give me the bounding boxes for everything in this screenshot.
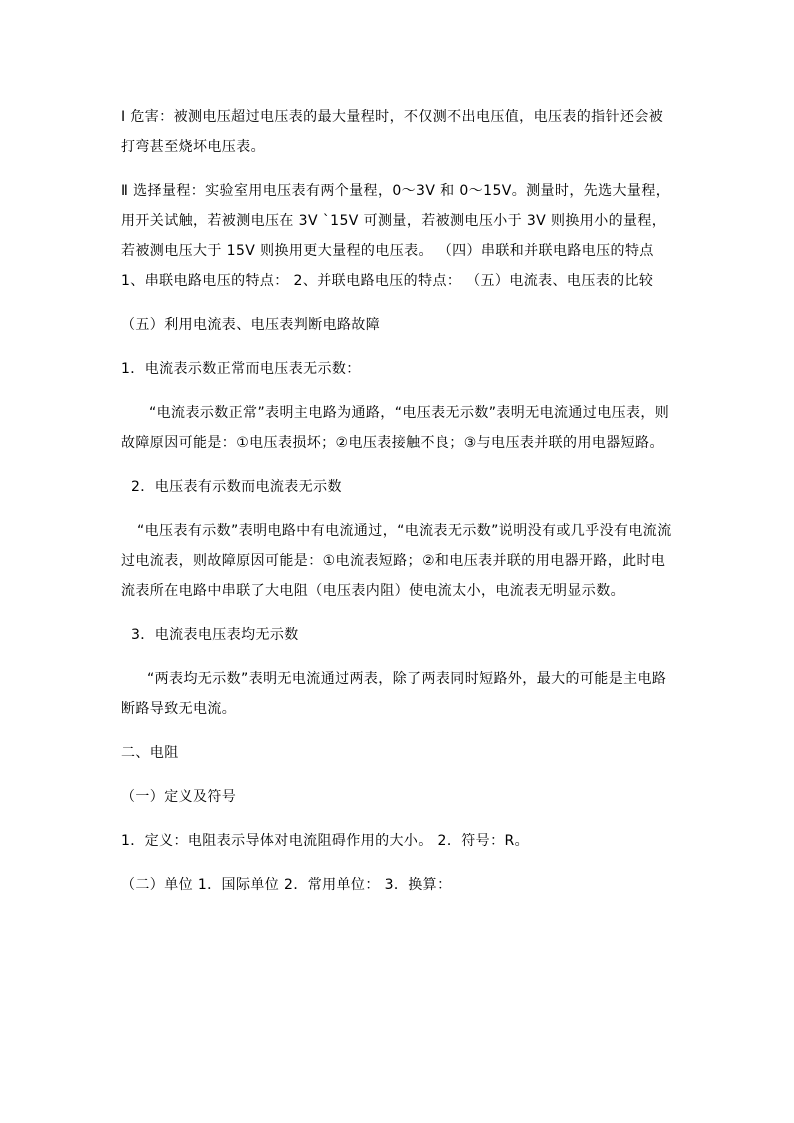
paragraph-hazard: Ⅰ 危害：被测电压超过电压表的最大量程时，不仅测不出电压值，电压表的指针还会被打弯甚至烧坏电压表。 [121,109,664,155]
document-body [121,102,676,900]
heading-case-3: 3．电流表电压表均无示数 [131,627,299,643]
paragraph-range-selection: Ⅱ 选择量程：实验室用电压表有两个量程，0～3V 和 0～15V。测量时，先选大量程，用开关试触，若被测电压在 3V `15V 可测量，若被测电压小于 3V 则换用小的量程，若被测电压大于 15V 则换用更大量程的电压表。 （四）串联和并联电路电压的特点 1、串联电路电压的特点： 2、并联电路电压的特点： （五）电流表、电压表的比较 [121,183,671,289]
heading-definition-symbol: （一）定义及符号 [121,789,237,805]
paragraph-case-3: “两表均无示数”表明无电流通过两表，除了两表同时短路外，最大的可能是主电路断路导致无电流。 [121,671,667,717]
heading-case-1: 1．电流表示数正常而电压表无示数： [121,361,361,377]
paragraph-units: （二）单位 1．国际单位 2．常用单位： 3．换算： [121,877,452,893]
paragraph-definition: 1．定义：电阻表示导体对电流阻碍作用的大小。 2．符号：R。 [121,833,529,849]
heading-resistance: 二、电阻 [121,745,179,761]
heading-case-2: 2．电压表有示数而电流表无示数 [131,479,342,495]
paragraph-case-1: “电流表示数正常”表明主电路为通路，“电压表无示数”表明无电流通过电压表，则故障原因可能是：①电压表损坏；②电压表接触不良；③与电压表并联的用电器短路。 [121,405,670,451]
heading-fault-diagnosis: （五）利用电流表、电压表判断电路故障 [121,317,381,333]
paragraph-case-2: “电压表有示数”表明电路中有电流通过，“电流表无示数”说明没有或几乎没有电流流过电流表，则故障原因可能是：①电流表短路；②和电压表并联的用电器开路，此时电流表所在电路中串联了大电阻（电压表内阻）使电流太小，电流表无明显示数。 [121,523,672,599]
